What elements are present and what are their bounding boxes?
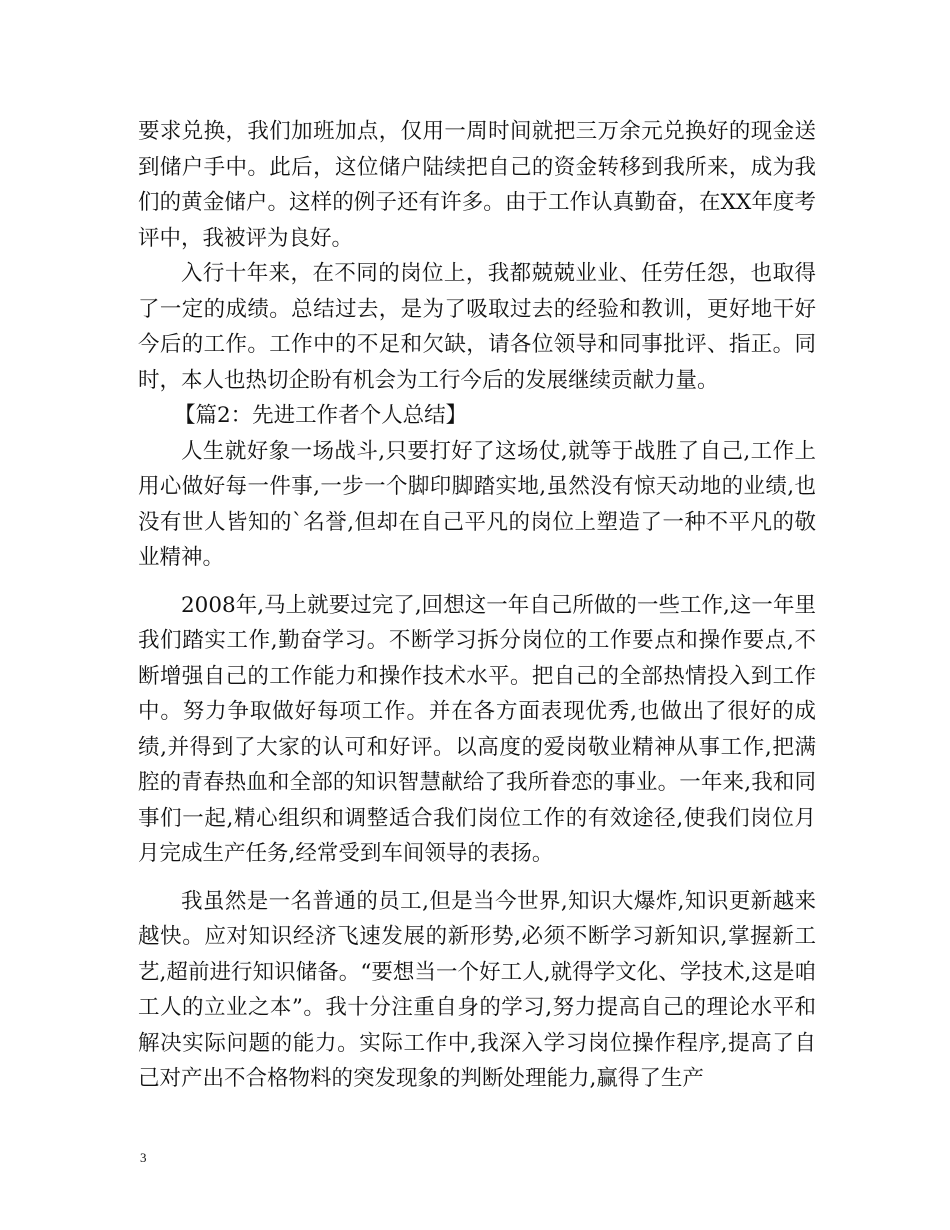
page-number: 3 [140, 1150, 147, 1165]
body-text [138, 114, 816, 1097]
paragraph-ten-years: 入行十年来，在不同的岗位上，我都兢兢业业、任劳任怨，也取得了一定的成绩。总结过去，是为了吸取过去的经验和教训，更好地干好今后的工作。工作中的不足和欠缺，请各位领导和同事批评、指正。同时，本人也热切企盼有机会为工行今后的发展继续贡献力量。 [138, 261, 816, 393]
section-heading: 【篇2：先进工作者个人总结】 [174, 403, 468, 428]
paragraph-learning: 我虽然是一名普通的员工,但是当今世界,知识大爆炸,知识更新越来越快。应对知识经济飞速发展的新形势,必须不断学习新知识,掌握新工艺,超前进行知识储备。“要想当一个好工人,就得学文化、学技术,这是咱工人的立业之本”。我十分注重自身的学习,努力提高自己的理论水平和解决实际问题的能力。实际工作中,我深入学习岗位操作程序,提高了自己对产出不合格物料的突发现象的判断处理能力,赢得了生产 [138, 888, 816, 1091]
paragraph-life-battle: 人生就好象一场战斗,只要打好了这场仗,就等于战胜了自己,工作上用心做好每一件事,一步一个脚印脚踏实地,虽然没有惊天动地的业绩,也没有世人皆知的`名誉,但却在自己平凡的岗位上塑造了一种不平凡的敬业精神。 [138, 438, 816, 570]
paragraph-continuation: 要求兑换，我们加班加点，仅用一周时间就把三万余元兑换好的现金送到储户手中。此后，这位储户陆续把自己的资金转移到我所来，成为我们的黄金储户。这样的例子还有许多。由于工作认真勤奋，在XX年度考评中，我被评为良好。 [138, 119, 816, 251]
paragraph-year-review: 2008年,马上就要过完了,回想这一年自己所做的一些工作,这一年里我们踏实工作,勤奋学习。不断学习拆分岗位的工作要点和操作要点,不断增强自己的工作能力和操作技术水平。把自己的全部热情投入到工作中。努力争取做好每项工作。并在各方面表现优秀,也做出了很好的成绩,并得到了大家的认可和好评。以高度的爱岗敬业精神从事工作,把满腔的青春热血和全部的知识智慧献给了我所眷恋的事业。一年来,我和同事们一起,精心组织和调整适合我们岗位工作的有效途径,使我们岗位月月完成生产任务,经常受到车间领导的表扬。 [138, 592, 816, 866]
